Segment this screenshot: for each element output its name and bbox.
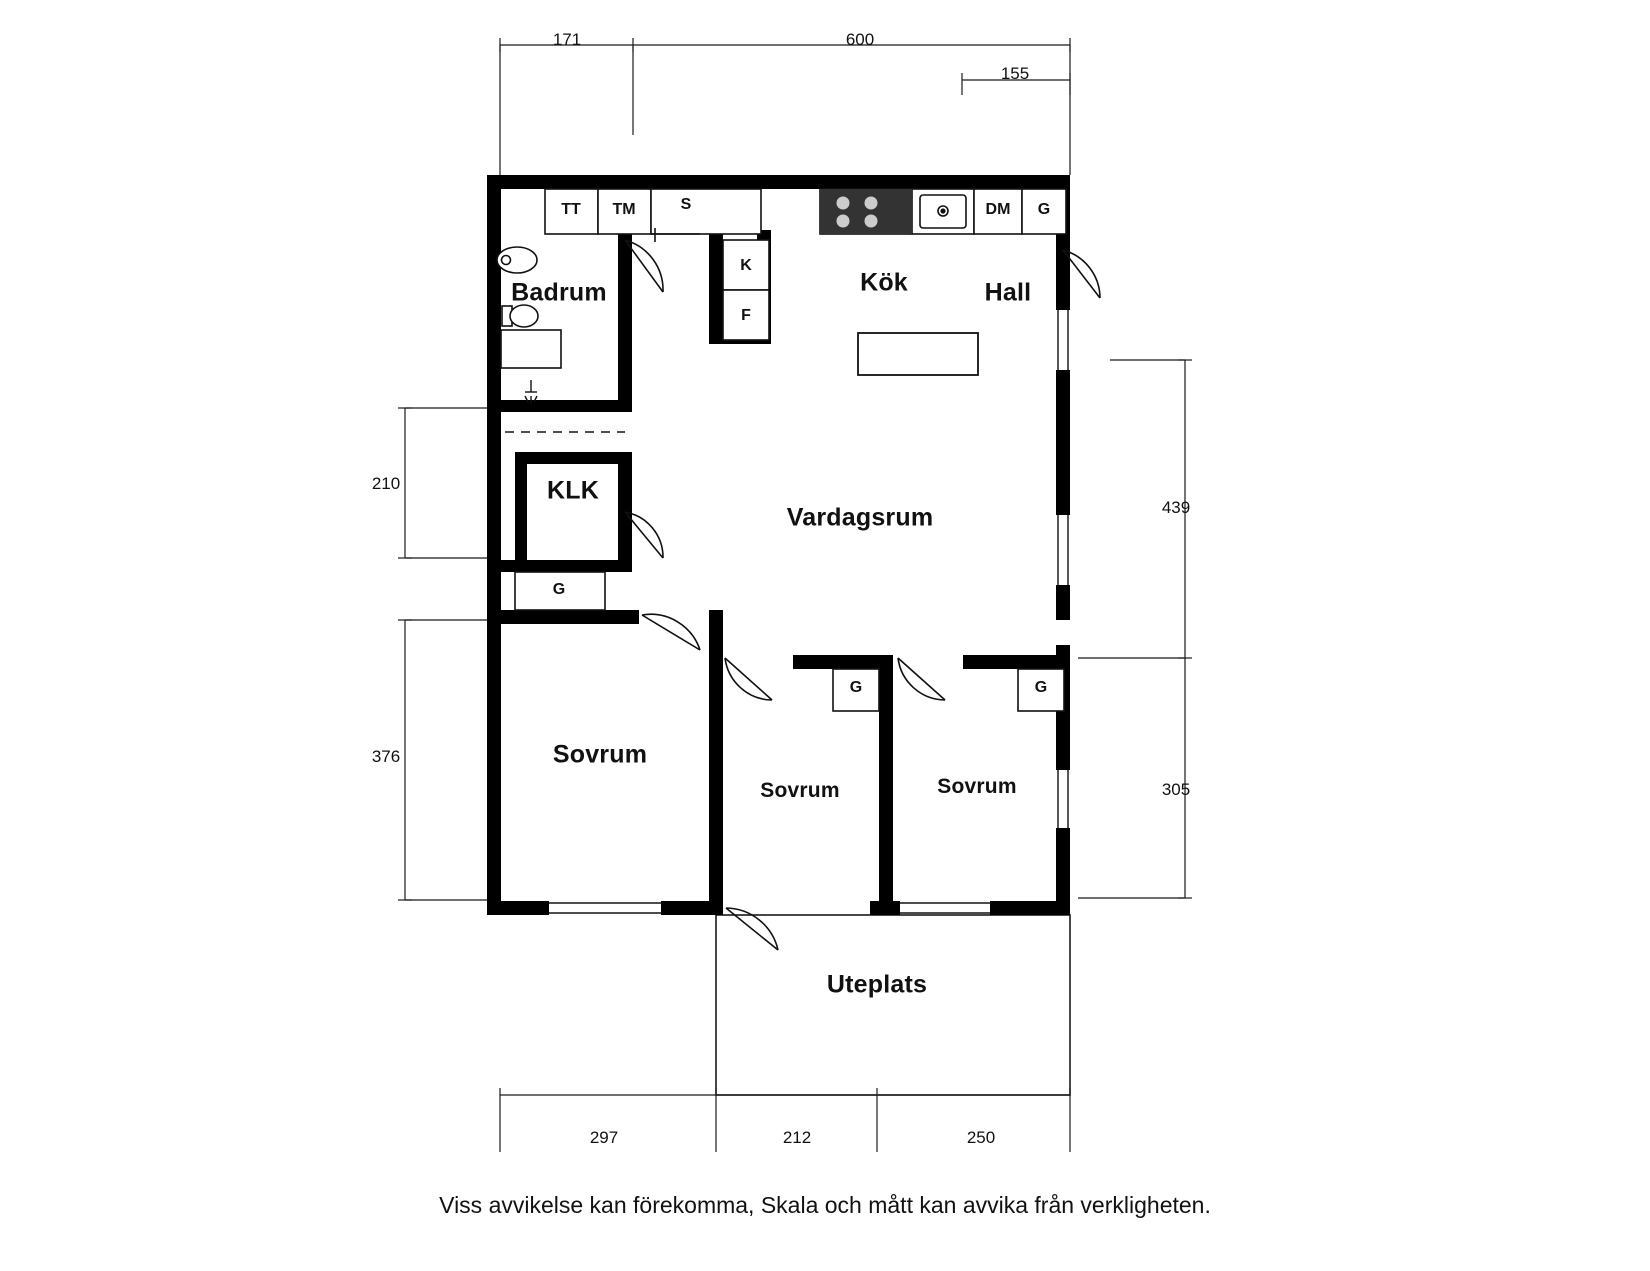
dimension-155: 155 <box>1000 64 1030 83</box>
dimension-305: 305 <box>1161 780 1191 799</box>
dimension-171: 171 <box>552 30 582 49</box>
fixture-label-g-kok: G <box>1037 201 1051 218</box>
room-label-hall: Hall <box>984 278 1032 307</box>
room-label-kok: Kök <box>860 268 908 297</box>
dimension-lines-right <box>1078 360 1192 898</box>
dimension-600: 600 <box>845 30 875 49</box>
fixture-label-dm: DM <box>985 201 1011 218</box>
room-label-badrum: Badrum <box>511 278 607 307</box>
dimension-210: 210 <box>371 474 401 493</box>
fixture-label-g-hall: G <box>552 581 566 598</box>
closet-boxes <box>515 572 1064 711</box>
stove-hob <box>820 189 912 234</box>
disclaimer-note: Viss avvikelse kan förekomma, Skala och mått kan avvika från verkligheten. <box>439 1192 1211 1218</box>
fixture-label-g-sovrum-3: G <box>1034 679 1048 696</box>
dimension-250: 250 <box>966 1128 996 1147</box>
dimension-lines-top <box>500 38 1070 175</box>
shower-icon <box>525 380 537 403</box>
dimension-439: 439 <box>1161 498 1191 517</box>
fixture-label-g-sovrum-2: G <box>849 679 863 696</box>
room-label-sovrum-3: Sovrum <box>937 775 1017 798</box>
dimension-297: 297 <box>589 1128 619 1147</box>
dimension-376: 376 <box>371 747 401 766</box>
fixture-label-tt: TT <box>561 201 581 218</box>
kitchen-island <box>858 333 978 375</box>
room-label-vardagsrum: Vardagsrum <box>786 503 934 532</box>
dimension-212: 212 <box>782 1128 812 1147</box>
bathroom-fixtures <box>497 247 561 368</box>
room-label-uteplats: Uteplats <box>826 970 928 999</box>
room-label-klk: KLK <box>547 476 599 505</box>
fixture-label-tm: TM <box>612 201 636 218</box>
room-label-sovrum-2: Sovrum <box>760 779 840 802</box>
fixture-label-k: K <box>740 257 752 274</box>
fixture-label-s: S <box>680 196 692 213</box>
dimension-lines-left <box>398 408 495 900</box>
room-label-sovrum-1: Sovrum <box>552 740 648 769</box>
windows-bottom <box>549 903 990 913</box>
fridge-freezer-units <box>723 240 769 340</box>
fixture-label-f: F <box>741 307 751 324</box>
